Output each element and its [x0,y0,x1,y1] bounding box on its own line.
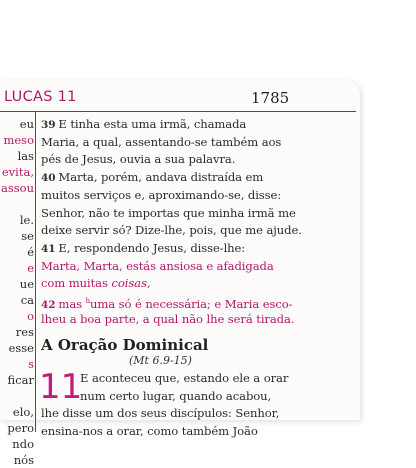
left-column-fragment: o [27,309,34,323]
left-column-fragment: las [17,149,34,163]
page-number: 1785 [251,89,290,107]
verse-41-line-3: com muitas coisas, [41,276,151,291]
verse-40-line-3: Senhor, não te importas que minha irmã me [41,205,296,220]
left-column-fragment: res [15,325,34,339]
verse-39-line-2: Maria, a qual, assentando-se também aos [41,134,282,149]
left-column-fragment: s [28,357,34,371]
column-rule [35,112,36,432]
left-column-fragment: ndo [12,437,34,451]
left-column-fragment: ue [19,277,34,291]
verse-42-line-2: lheu a boa parte, a qual não lhe será tirada. [41,311,295,326]
chapter-line-3: lhe disse um dos seus discípulos: Senhor, [41,406,280,421]
left-column-fragment: le. [19,213,34,227]
left-column-fragment: é [27,245,34,259]
left-column-fragment: nós [13,453,34,467]
verse-number: 41 [41,242,56,255]
left-column-fragment: pero [7,421,34,435]
book-title: LUCAS 11 [4,89,77,105]
left-column-fragment: esse [8,341,34,355]
chapter-number: 11 [39,367,83,407]
verse-40-line-1: 40 Marta, porém, andava distraída em [41,170,264,185]
verse-41-line-1: 41 E, respondendo Jesus, disse-lhe: [41,240,246,255]
left-column-fragment: eu [19,117,34,131]
verse-40-line-2: muitos serviços e, aproximando-se, disse: [41,187,282,202]
left-column-fragment: evita, [1,165,34,179]
left-column-fragment: meso [3,133,34,147]
cross-reference: (Mt 6.9-15) [129,354,192,367]
verse-number: 42 [41,298,56,311]
verse-number: 40 [41,172,56,185]
left-column-fragment: elo, [12,405,34,419]
footnote-marker: h [85,297,90,305]
left-column-fragment: e [27,261,34,275]
left-column-fragment: ca [20,293,34,307]
verse-39-line-3: pés de Jesus, ouvia a sua palavra. [41,152,236,167]
chapter-line-4: ensina-nos a orar, como também João [41,424,258,439]
left-column-fragment: assou [1,181,34,195]
verse-number: 39 [41,119,56,131]
header-rule [0,111,356,112]
left-column-fragment: ficar [7,373,34,387]
verse-40-line-4: deixe servir só? Dize-lhe, pois, que me ajude. [41,223,302,238]
verse-42-line-1: 42 mas $^h$uma só é necessária; e Maria esco- [41,296,293,311]
section-heading: A Oração Dominical [41,336,209,354]
chapter-line-2: num certo lugar, quando acabou, [80,388,272,403]
verse-41-line-2: Marta, Marta, estás ansiosa e afadigada [41,258,274,273]
left-column-fragment: se [21,229,34,243]
chapter-line-1: E aconteceu que, estando ele a orar [80,371,289,385]
bible-page [0,80,360,467]
verse-39-line-1: 39 E tinha esta uma irmã, chamada [41,117,247,131]
